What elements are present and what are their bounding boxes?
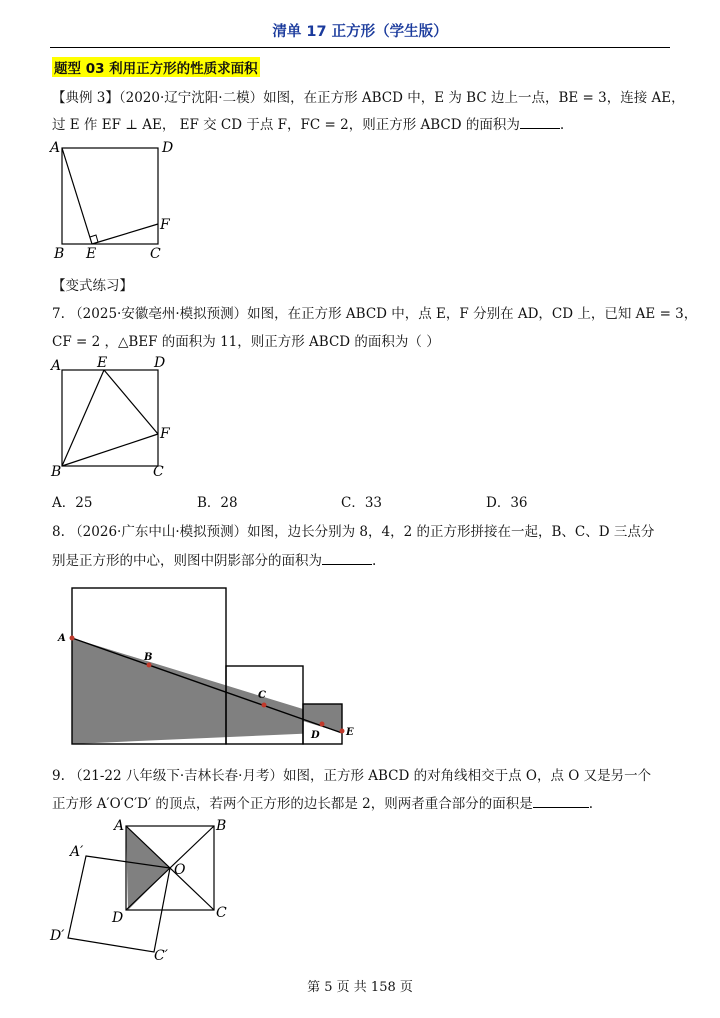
q8-line1: 8. （2026·广东中山·模拟预测）如图，边长分别为 8，4，2 的正方形拼接在一起，B、C、D 三点分 xyxy=(52,524,655,540)
choice-letter: B． xyxy=(197,495,221,511)
example3-line2: 过 E 作 EF ⊥ AE， EF 交 CD 于点 F，FC = 2，则正方形 ABCD 的面积为 xyxy=(52,117,520,133)
q7-line2: CF = 2 ，△BEF 的面积为 11，则正方形 ABCD 的面积为（ ） xyxy=(52,334,440,350)
label-F: F xyxy=(160,426,170,442)
choice-value: 36 xyxy=(510,495,528,511)
q8-line2: 别是正方形的中心，则图中阴影部分的面积为 xyxy=(52,553,322,569)
choice-value: 25 xyxy=(75,495,93,511)
q7-line1: 7. （2025·安徽亳州·模拟预测）如图，在正方形 ABCD 中，点 E，F 分别在 AD，CD 上，已知 AE = 3， xyxy=(52,306,698,322)
answer-blank xyxy=(533,795,589,808)
q9-line1: 9. （21-22 八年级下·吉林长春·月考）如图，正方形 ABCD 的对角线相交于点 O，点 O 又是另一个 xyxy=(52,768,652,784)
label-A: A xyxy=(114,818,125,834)
choice-letter: A． xyxy=(52,495,76,511)
label-A-prime: A′ xyxy=(70,844,84,860)
choice-c[interactable] xyxy=(341,491,382,511)
label-E: E xyxy=(346,727,354,738)
label-F: F xyxy=(160,217,170,233)
q8-line2-end: . xyxy=(372,553,377,569)
label-O: O xyxy=(174,862,186,878)
answer-blank xyxy=(322,552,372,565)
label-C: C xyxy=(150,246,161,262)
label-D: D xyxy=(311,730,320,741)
example3-figure xyxy=(46,138,186,264)
q8-figure xyxy=(52,580,362,752)
label-B: B xyxy=(54,246,65,262)
choice-value: 33 xyxy=(364,495,383,511)
label-B: B xyxy=(51,464,62,480)
label-A: A xyxy=(58,633,66,644)
example3-line2-row xyxy=(52,113,564,133)
label-D: D xyxy=(162,140,174,156)
q9-line2: 正方形 A′O′C′D′ 的顶点，若两个正方形的边长都是 2，则两者重合部分的面积是 xyxy=(52,796,533,812)
label-B: B xyxy=(216,818,227,834)
q9-line2-row xyxy=(52,792,593,812)
label-E: E xyxy=(97,355,108,371)
label-D: D xyxy=(154,355,166,371)
label-D: D xyxy=(112,910,124,926)
choice-a[interactable] xyxy=(52,491,92,511)
page-number: 第 5 页 共 158 页 xyxy=(307,980,413,995)
choice-b[interactable] xyxy=(197,491,238,511)
choice-d[interactable] xyxy=(486,491,528,511)
label-C: C xyxy=(216,905,227,921)
q8-line2-row xyxy=(52,549,376,569)
section-title: 题型 03 利用正方形的性质求面积 xyxy=(52,57,260,77)
q9-line2-end: . xyxy=(588,796,593,812)
example3-line1: 【典例 3】（2020·辽宁沈阳·二模）如图，在正方形 ABCD 中，E 为 BC 边上一点，BE = 3，连接 AE， xyxy=(52,90,685,106)
choice-value: 28 xyxy=(220,495,238,511)
label-C: C xyxy=(258,690,266,701)
choice-letter: D． xyxy=(486,495,511,511)
variants-header: 【变式练习】 xyxy=(52,278,133,294)
label-A: A xyxy=(51,358,62,374)
q9-figure xyxy=(46,812,246,964)
label-A: A xyxy=(50,140,61,156)
q7-figure xyxy=(46,352,186,482)
label-C: C xyxy=(153,464,164,480)
label-D-prime: D′ xyxy=(50,928,65,944)
choice-letter: C． xyxy=(341,495,365,511)
label-E: E xyxy=(86,246,97,262)
answer-blank xyxy=(520,116,560,129)
label-B: B xyxy=(144,652,153,663)
example3-line2-end: . xyxy=(559,117,565,133)
label-C-prime: C′ xyxy=(154,948,168,964)
page-title: 清单 17 正方形（学生版） xyxy=(272,24,448,40)
header-divider xyxy=(50,47,670,48)
